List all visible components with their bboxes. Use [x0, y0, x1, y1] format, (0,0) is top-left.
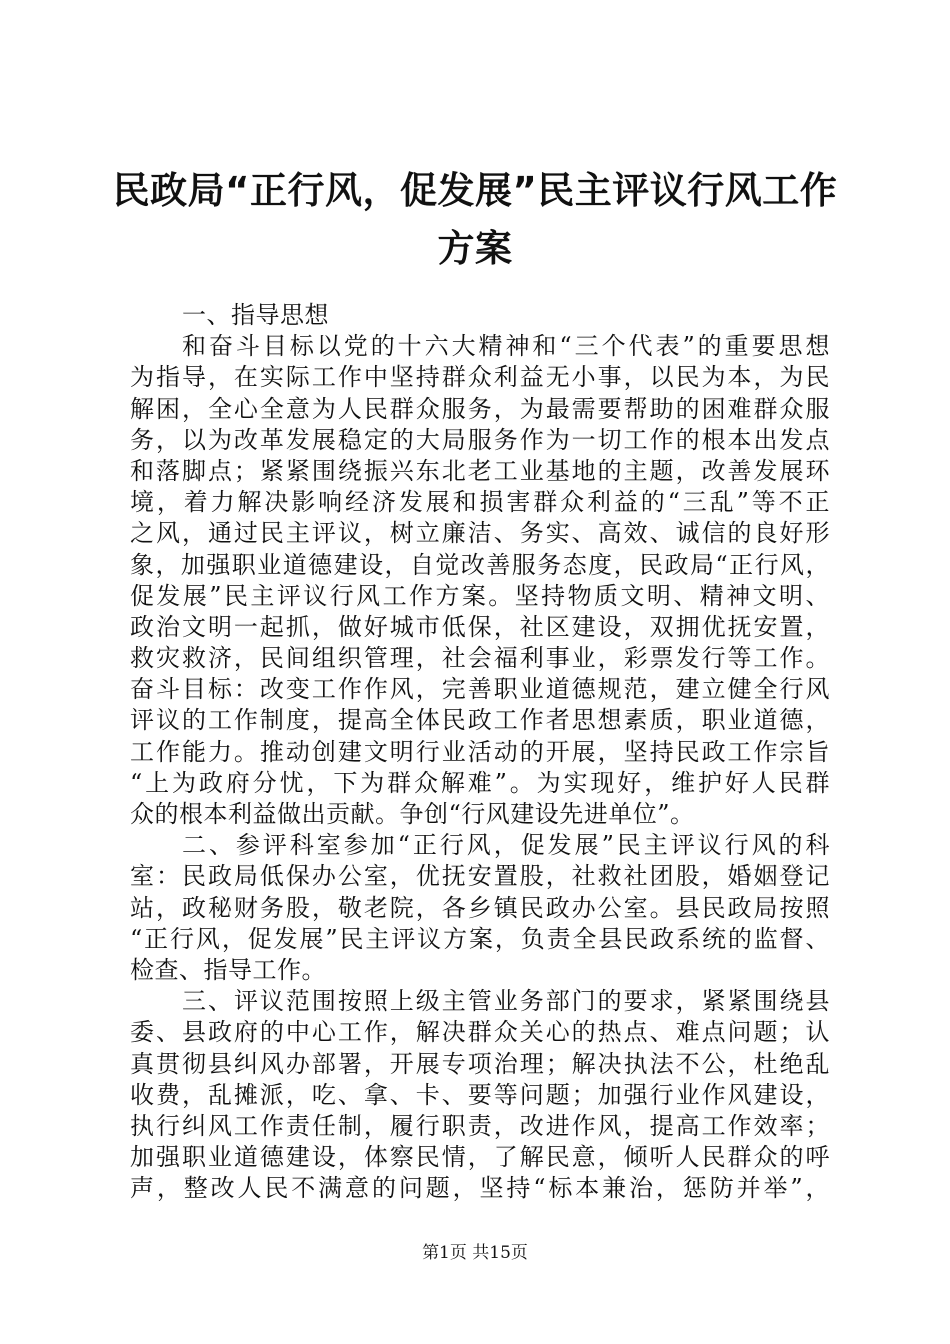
body-line: 之风，通过民主评议，树立廉洁、务实、高效、诚信的良好形 — [130, 519, 830, 548]
body-line: 象，加强职业道德建设，自觉改善服务态度，民政局“正行风， — [130, 550, 830, 579]
body-line: 奋斗目标：改变工作作风，完善职业道德规范，建立健全行风 — [130, 675, 830, 704]
page-footer — [0, 1241, 950, 1265]
body-line: 室：民政局低保办公室，优抚安置股，社救社团股，婚姻登记 — [130, 862, 830, 891]
body-line: 工作能力。推动创建文明行业活动的开展，坚持民政工作宗旨 — [130, 737, 830, 766]
body-line: 政治文明一起抓，做好城市低保，社区建设，双拥优抚安置， — [130, 612, 830, 641]
document-body — [130, 300, 830, 1204]
body-line: 检查、指导工作。 — [130, 955, 326, 984]
body-line: “正行风，促发展”民主评议方案，负责全县民政系统的监督、 — [130, 924, 830, 953]
body-line: 真贯彻县纠风办部署，开展专项治理；解决执法不公，杜绝乱 — [130, 1049, 830, 1078]
body-line: 执行纠风工作责任制，履行职责，改进作风，提高工作效率； — [130, 1111, 830, 1140]
body-line: 委、县政府的中心工作，解决群众关心的热点、难点问题；认 — [130, 1018, 830, 1047]
page-number-label: 第1页 共15页 — [422, 1243, 528, 1263]
body-line: 促发展”民主评议行风工作方案。坚持物质文明、精神文明、 — [130, 581, 830, 610]
body-line: 和奋斗目标以党的十六大精神和“三个代表”的重要思想 — [182, 332, 830, 361]
body-line: 站，政秘财务股，敬老院，各乡镇民政办公室。县民政局按照 — [130, 893, 830, 922]
body-line: 加强职业道德建设，体察民情，了解民意，倾听人民群众的呼 — [130, 1143, 830, 1172]
body-line: 和落脚点；紧紧围绕振兴东北老工业基地的主题，改善发展环 — [130, 456, 830, 485]
body-line: 救灾救济，民间组织管理，社会福利事业，彩票发行等工作。 — [130, 644, 830, 673]
body-line: 境，着力解决影响经济发展和损害群众利益的“三乱”等不正 — [130, 488, 830, 517]
section-heading-2: 二、参评科室参加“正行风，促发展”民主评议行风的科 — [182, 831, 830, 860]
body-line: 务，以为改革发展稳定的大局服务作为一切工作的根本出发点 — [130, 425, 830, 454]
document-title — [0, 162, 950, 278]
body-line: 众的根本利益做出贡献。争创“行风建设先进单位”。 — [130, 800, 695, 828]
section-heading-1: 一、指导思想 — [182, 301, 329, 329]
body-line: 为指导，在实际工作中坚持群众利益无小事，以民为本，为民 — [130, 363, 830, 392]
title-line-1: 民政局“正行风，促发展”民主评议行风工作 — [112, 169, 838, 212]
section-heading-3: 三、评议范围按照上级主管业务部门的要求，紧紧围绕县 — [182, 987, 830, 1016]
body-line: 解困，全心全意为人民群众服务，为最需要帮助的困难群众服 — [130, 394, 830, 423]
body-line: “上为政府分忧，下为群众解难”。为实现好，维护好人民群 — [130, 768, 830, 797]
title-line-2: 方案 — [437, 227, 513, 270]
body-line: 声，整改人民不满意的问题，坚持“标本兼治，惩防并举”， — [130, 1174, 830, 1203]
body-line: 评议的工作制度，提高全体民政工作者思想素质，职业道德， — [130, 706, 830, 735]
body-line: 收费，乱摊派，吃、拿、卡、要等问题；加强行业作风建设， — [130, 1080, 830, 1109]
